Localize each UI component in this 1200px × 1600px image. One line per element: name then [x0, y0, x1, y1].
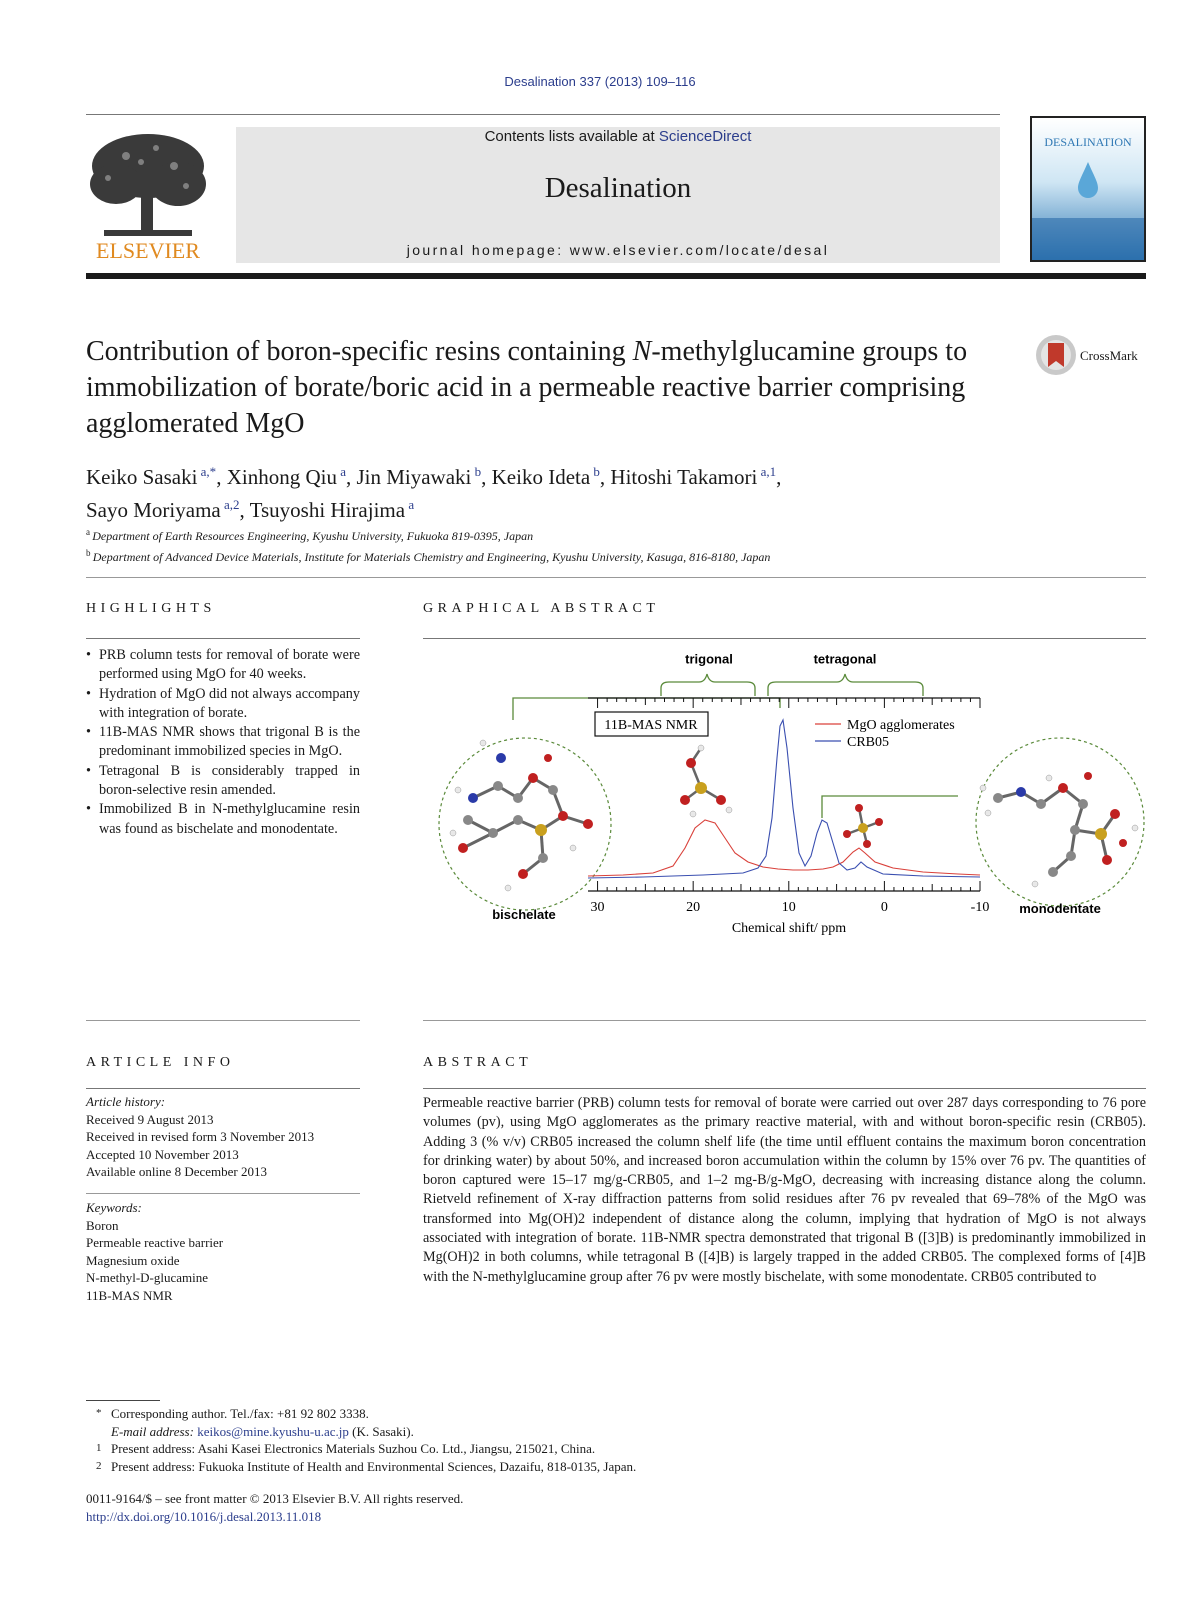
sciencedirect-link[interactable]: ScienceDirect [658, 128, 752, 145]
x-axis-label: Chemical shift/ ppm [731, 921, 847, 936]
footnote-mark: 2 [96, 1459, 102, 1472]
abstract-text [423, 1094, 1146, 1287]
highlight-item: • Hydration of MgO did not always accompany with integration of borate. [86, 685, 360, 724]
keywords-rule [86, 1193, 360, 1194]
highlight-item: • Immobilized B in N-methylglucamine resin was found as bischelate and monodentate. [86, 800, 360, 839]
graphical-abstract-heading: GRAPHICAL ABSTRACT [423, 601, 660, 616]
keyword[interactable]: Boron [86, 1217, 119, 1233]
graphical-abstract-rule [423, 638, 1146, 639]
doi-link[interactable]: http://dx.doi.org/10.1016/j.desal.2013.11.018 [86, 1509, 322, 1524]
trigonal-molecule [680, 745, 732, 817]
nmr-panel-label: 11B-MAS NMR [604, 718, 698, 733]
article-title: Contribution of boron-specific resins containing N-methylglucamine groups to immobilization of borate/boric acid in a permeable reactive barrier comprising agglomerated MgO [86, 336, 968, 439]
header-rule [86, 114, 1000, 115]
keywords-label: Keywords: [86, 1200, 142, 1215]
keyword[interactable]: N-methyl-D-glucamine [86, 1270, 209, 1286]
crb05-spectrum [588, 720, 980, 878]
affiliations [86, 524, 1146, 566]
elsevier-wordmark: ELSEVIER [96, 238, 200, 263]
author-name[interactable]: Jin Miyawaki [356, 465, 472, 489]
section-rule [86, 1020, 360, 1021]
author-affil-mark[interactable]: a,* [197, 464, 217, 479]
history-entry: Accepted 10 November 2013 [86, 1146, 239, 1162]
trigonal-bracket [661, 674, 755, 696]
abstract-heading: ABSTRACT [423, 1055, 533, 1070]
footnote [86, 1458, 986, 1476]
bracket-group [513, 674, 958, 818]
contents-prefix: Contents lists available at [484, 128, 659, 145]
highlights-list [86, 646, 360, 839]
article-info-rule [86, 1088, 360, 1089]
x-tick-label: 0 [880, 900, 888, 915]
journal-name: Desalination [544, 172, 692, 204]
author-name[interactable]: Hitoshi Takamori [610, 465, 758, 489]
bischelate-molecule [450, 740, 593, 891]
issn-line: 0011-9164/$ – see front matter © 2013 Elsevier B.V. All rights reserved. [86, 1491, 464, 1506]
article-history [86, 1093, 360, 1181]
x-tick-label: 30 [590, 900, 605, 915]
x-tick-label: 20 [686, 900, 701, 915]
affiliation-text: Department of Advanced Device Materials, Institute for Materials Chemistry and Engineering, Kyushu University, Kasuga, 816-8180, Japan [92, 550, 771, 564]
footnotes [86, 1405, 986, 1475]
tetragonal-label: tetragonal [813, 651, 877, 667]
x-tick-label: 10 [781, 900, 796, 915]
keywords [86, 1199, 360, 1305]
author-name[interactable]: Keiko Sasaki [86, 465, 198, 489]
footnote-text: Present address: Asahi Kasei Electronics Materials Suzhou Co. Ltd., Jiangsu, 215021, China. [111, 1441, 596, 1456]
graphical-abstract-figure [423, 648, 1146, 978]
footnote-mark: * [96, 1407, 102, 1419]
right-connector [822, 796, 958, 818]
author-list: Keiko Sasaki $^{a,*}$, Xinhong Qiu $^a$, Jin Miyawaki $^b$, Keiko Ideta $^b$, Hitoshi Takamori $^{a,1}$, Sayo Moriyama $^{a,2}$, Tsuyoshi Hirajima $^a$ [86, 464, 782, 522]
author-name[interactable]: Sayo Moriyama [86, 498, 221, 522]
affiliation-mark: a [86, 527, 93, 537]
affiliation [86, 524, 1146, 545]
crossmark-label: CrossMark [1080, 348, 1138, 363]
footnote [86, 1423, 986, 1441]
footnote-mark: 1 [96, 1442, 102, 1454]
bischelate-label: bischelate [492, 907, 556, 922]
keyword-items [86, 1217, 360, 1305]
email-label: E-mail address: [111, 1423, 198, 1439]
monodentate-circle [976, 738, 1144, 906]
footnote-text: Corresponding author. Tel./fax: +81 92 802 3338. [111, 1406, 369, 1421]
section-rule [423, 1020, 1146, 1021]
legend-mgo: MgO agglomerates [847, 718, 955, 733]
footnote [86, 1440, 986, 1458]
legend-crb05: CRB05 [847, 735, 890, 750]
keyword[interactable]: Magnesium oxide [86, 1252, 180, 1268]
tick-labels [591, 900, 990, 915]
journal-homepage[interactable]: journal homepage: www.elsevier.com/locate/desal [406, 242, 830, 258]
author-name[interactable]: Xinhong Qiu [226, 465, 337, 489]
header-rule-thick [86, 273, 1146, 279]
tetragonal-molecule [843, 804, 883, 848]
journal-citation[interactable]: Desalination 337 (2013) 109–116 [504, 74, 696, 89]
italic-n: N [632, 336, 652, 367]
highlights-heading: HIGHLIGHTS [86, 601, 216, 616]
footnote-rule [86, 1400, 160, 1401]
highlight-item: • PRB column tests for removal of borate were performed using MgO for 40 weeks. [86, 646, 360, 685]
author-affil-mark[interactable]: a,1 [757, 464, 777, 479]
affiliation [86, 545, 1146, 566]
author-affil-mark[interactable]: a [336, 464, 346, 479]
trigonal-label: trigonal [685, 651, 733, 667]
article-info-heading: ARTICLE INFO [86, 1055, 235, 1070]
history-items [86, 1111, 360, 1181]
tetragonal-bracket [768, 674, 923, 696]
monodentate-label: monodentate [1019, 901, 1101, 916]
section-rule [86, 577, 1146, 578]
author-affil-mark[interactable]: b [590, 464, 600, 479]
author-affil-mark[interactable]: b [471, 464, 482, 479]
history-entry: Received in revised form 3 November 2013 [86, 1129, 315, 1145]
keyword[interactable]: Permeable reactive barrier [86, 1235, 224, 1251]
email-owner: (K. Sasaki). [348, 1423, 414, 1439]
affiliation-mark: b [86, 548, 93, 558]
affiliation-text: Department of Earth Resources Engineering, Kyushu University, Fukuoka 819-0395, Japan [92, 529, 534, 543]
mgo-spectrum [588, 820, 980, 876]
author-name[interactable]: Keiko Ideta [491, 465, 591, 489]
author-name[interactable]: Tsuyoshi Hirajima [249, 498, 406, 522]
history-entry: Received 9 August 2013 [86, 1111, 214, 1127]
history-label: Article history: [86, 1094, 166, 1109]
highlight-item: • 11B-MAS NMR shows that trigonal B is the predominant immobilized species in MgO. [86, 723, 360, 762]
abstract-rule [423, 1088, 1146, 1089]
crossmark-badge[interactable] [1036, 333, 1156, 377]
cover-title: DESALINATION [1044, 135, 1132, 149]
author-affil-mark[interactable]: a [405, 497, 415, 512]
x-tick-label: -10 [970, 900, 990, 915]
monodentate-molecule [980, 772, 1138, 887]
email-link[interactable]: keikos@mine.kyushu-u.ac.jp [197, 1423, 349, 1439]
journal-cover [1030, 116, 1146, 262]
footnote-text: Present address: Fukuoka Institute of Health and Environmental Sciences, Dazaifu, 818-0135, Japan. [111, 1458, 637, 1474]
footnote [86, 1405, 986, 1423]
elsevier-tree-logo [86, 126, 210, 264]
contents-line [236, 128, 1000, 145]
highlight-item: • Tetragonal B is considerably trapped in boron-selective resin amended. [86, 762, 360, 801]
abstract-body: Permeable reactive barrier (PRB) column tests for removal of borate were carried out over 287 days corresponding to 76 pore volumes (pv), using MgO agglomerates as the primary reactive material, with and without boron-specific resin (CRB05). Adding 3 (% v/v) CRB05 increased the column shelf life (the time until effluent contains the maximum boron concentration for drinking water) by about 50%, and increased boron accumulation within the column by 15% over 76 pv. The quantities of boron captured were 15–17 mg/g-CRB05, and 1–2 mg-B/g-MgO, decreasing with increasing distance along the column. Rietveld refinement of X-ray diffraction patterns from solid residues after 76 pv revealed that 69–78% of the MgO was transformed into Mg(OH)2 independent of distance along the column, implying that hydration of MgO is not always associated with integration of borate. 11B-NMR spectra demonstrated that trigonal B ([3]B) is predominantly immobilized in Mg(OH)2 in both columns, while tetragonal B ([4]B) is largely trapped in the added CRB05. The complexed forms of [4]B with the N-methylglucamine group after 76 pv were mostly bischelate, with some monodentate. CRB05 contributed to [423, 1095, 1146, 1285]
highlights-rule [86, 638, 360, 639]
keyword[interactable]: 11B-MAS NMR [86, 1287, 173, 1303]
author-affil-mark[interactable]: a,2 [220, 497, 240, 512]
history-entry: Available online 8 December 2013 [86, 1164, 267, 1180]
